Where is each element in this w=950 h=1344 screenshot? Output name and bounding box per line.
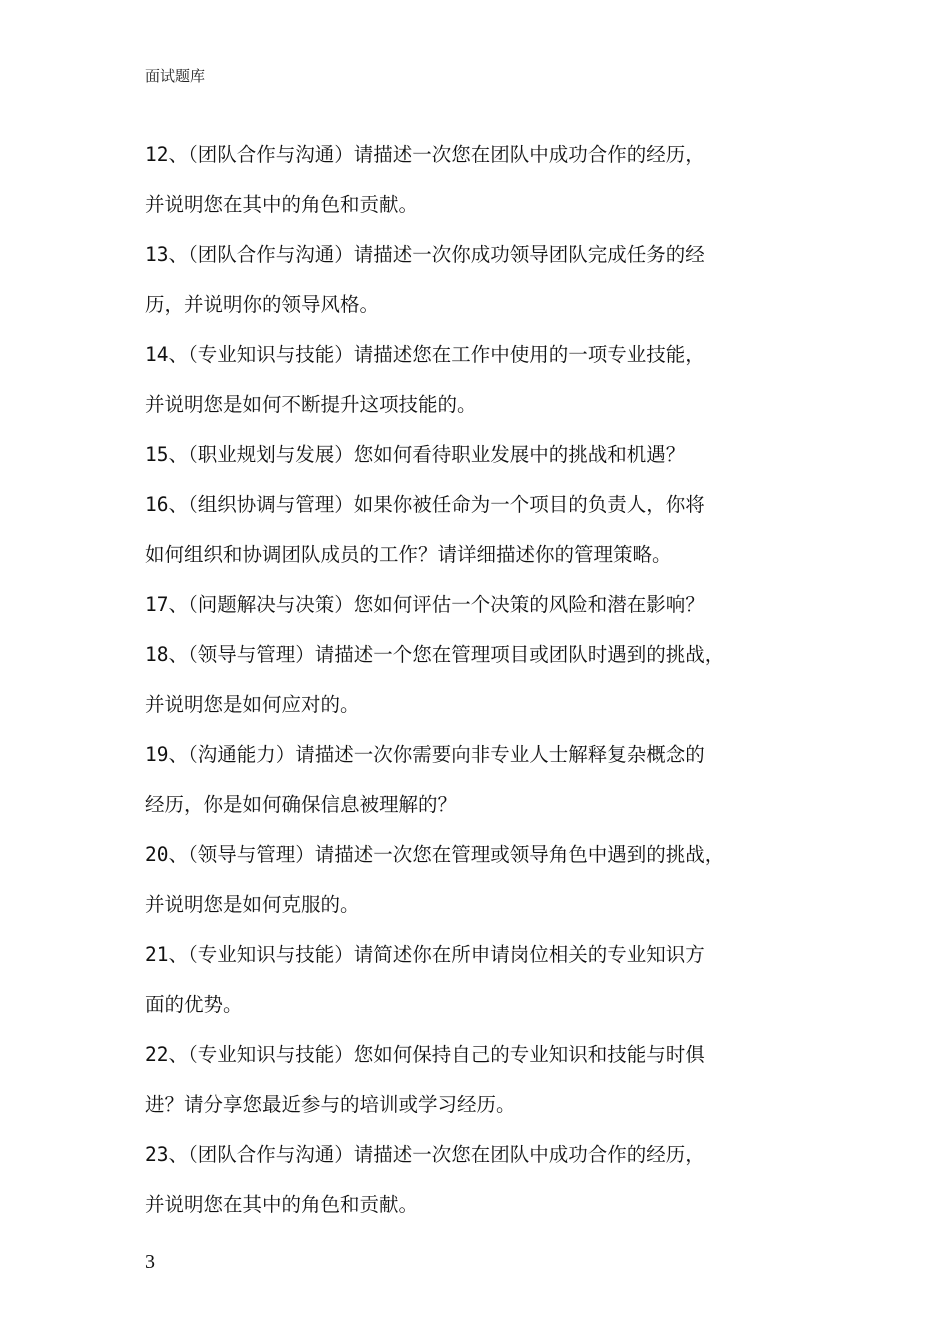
- question-line: 21、（专业知识与技能）请简述你在所申请岗位相关的专业知识方: [145, 943, 705, 966]
- question-line: 进？请分享您最近参与的培训或学习经历。: [145, 1093, 516, 1116]
- question-line: 如何组织和协调团队成员的工作？请详细描述你的管理策略。: [145, 543, 672, 566]
- question-line: 并说明您在其中的角色和贡献。: [145, 1193, 419, 1216]
- question-line: 经历，你是如何确保信息被理解的？: [145, 793, 458, 816]
- question-line: 12、（团队合作与沟通）请描述一次您在团队中成功合作的经历，: [145, 143, 705, 166]
- question-line: 13、（团队合作与沟通）请描述一次你成功领导团队完成任务的经: [145, 243, 705, 266]
- question-line: 16、（组织协调与管理）如果你被任命为一个项目的负责人，你将: [145, 493, 705, 516]
- page-header: 面试题库: [145, 67, 206, 85]
- question-item-17: [145, 580, 810, 630]
- question-item-12: [145, 130, 810, 230]
- question-item-19: [145, 730, 810, 830]
- question-item-14: [145, 330, 810, 430]
- question-line: 并说明您在其中的角色和贡献。: [145, 193, 419, 216]
- question-line: 20、（领导与管理）请描述一次您在管理或领导角色中遇到的挑战，: [145, 843, 725, 866]
- question-item-23: [145, 1130, 810, 1230]
- question-line: 19、（沟通能力）请描述一次你需要向非专业人士解释复杂概念的: [145, 743, 705, 766]
- question-line: 17、（问题解决与决策）您如何评估一个决策的风险和潜在影响？: [145, 593, 705, 616]
- question-line: 历，并说明你的领导风格。: [145, 293, 380, 316]
- question-item-15: [145, 430, 810, 480]
- question-line: 并说明您是如何不断提升这项技能的。: [145, 393, 477, 416]
- page-number: 3: [145, 1251, 155, 1273]
- question-item-16: [145, 480, 810, 580]
- question-item-21: [145, 930, 810, 1030]
- question-line: 15、（职业规划与发展）您如何看待职业发展中的挑战和机遇？: [145, 443, 686, 466]
- question-item-18: [145, 630, 810, 730]
- question-line: 22、（专业知识与技能）您如何保持自己的专业知识和技能与时俱: [145, 1043, 705, 1066]
- question-list: [145, 130, 810, 1230]
- question-line: 18、（领导与管理）请描述一个您在管理项目或团队时遇到的挑战，: [145, 643, 725, 666]
- question-line: 面的优势。: [145, 993, 243, 1016]
- question-line: 并说明您是如何应对的。: [145, 693, 360, 716]
- question-line: 23、（团队合作与沟通）请描述一次您在团队中成功合作的经历，: [145, 1143, 705, 1166]
- question-line: 14、（专业知识与技能）请描述您在工作中使用的一项专业技能，: [145, 343, 705, 366]
- question-line: 并说明您是如何克服的。: [145, 893, 360, 916]
- question-item-13: [145, 230, 810, 330]
- question-item-20: [145, 830, 810, 930]
- question-item-22: [145, 1030, 810, 1130]
